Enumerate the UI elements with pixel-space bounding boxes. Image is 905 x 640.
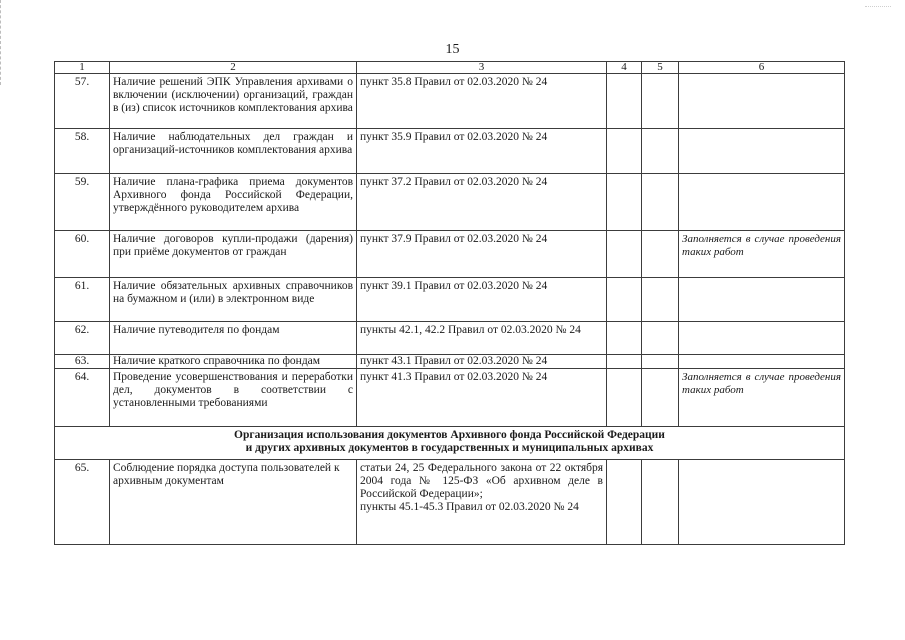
scan-corner-mark bbox=[865, 6, 891, 7]
col5-cell bbox=[642, 355, 679, 369]
column-header: 1 bbox=[55, 62, 110, 74]
row-number: 63. bbox=[55, 355, 110, 369]
note-cell bbox=[679, 174, 845, 231]
col4-cell bbox=[607, 174, 642, 231]
requirement-text: Наличие путеводителя по фондам bbox=[110, 322, 357, 355]
column-header: 6 bbox=[679, 62, 845, 74]
table-row bbox=[55, 460, 845, 545]
note-cell: Заполняется в случае проведения таких работ bbox=[679, 369, 845, 427]
table-row bbox=[55, 355, 845, 369]
col5-cell bbox=[642, 322, 679, 355]
row-number: 57. bbox=[55, 74, 110, 129]
note-cell: Заполняется в случае проведения таких работ bbox=[679, 231, 845, 278]
table-row bbox=[55, 278, 845, 322]
legal-basis: пункт 43.1 Правил от 02.03.2020 № 24 bbox=[357, 355, 607, 369]
section-row bbox=[55, 427, 845, 460]
requirement-text: Соблюдение порядка доступа пользователей к архивным документам bbox=[110, 460, 357, 545]
legal-basis: пункт 37.9 Правил от 02.03.2020 № 24 bbox=[357, 231, 607, 278]
col5-cell bbox=[642, 460, 679, 545]
table-header-row bbox=[55, 62, 845, 74]
note-cell bbox=[679, 322, 845, 355]
col5-cell bbox=[642, 174, 679, 231]
table-row bbox=[55, 74, 845, 129]
col4-cell bbox=[607, 74, 642, 129]
col5-cell bbox=[642, 369, 679, 427]
col5-cell bbox=[642, 278, 679, 322]
row-number: 64. bbox=[55, 369, 110, 427]
col4-cell bbox=[607, 355, 642, 369]
col4-cell bbox=[607, 369, 642, 427]
legal-basis: пункт 35.9 Правил от 02.03.2020 № 24 bbox=[357, 129, 607, 174]
legal-basis: пункт 41.3 Правил от 02.03.2020 № 24 bbox=[357, 369, 607, 427]
col5-cell bbox=[642, 231, 679, 278]
requirement-text: Наличие договоров купли-продажи (дарения) при приёме документов от граждан bbox=[110, 231, 357, 278]
legal-basis: пункт 37.2 Правил от 02.03.2020 № 24 bbox=[357, 174, 607, 231]
column-header: 2 bbox=[110, 62, 357, 74]
checklist-table bbox=[54, 61, 845, 545]
requirement-text: Наличие решений ЭПК Управления архивами о включении (исключении) организаций, граждан в (из) список источников комплектования архива bbox=[110, 74, 357, 129]
note-cell bbox=[679, 460, 845, 545]
note-cell bbox=[679, 355, 845, 369]
section-heading bbox=[55, 427, 845, 460]
col4-cell bbox=[607, 460, 642, 545]
col5-cell bbox=[642, 129, 679, 174]
legal-basis: пункт 35.8 Правил от 02.03.2020 № 24 bbox=[357, 74, 607, 129]
note-cell bbox=[679, 278, 845, 322]
table-row bbox=[55, 369, 845, 427]
page-number: 15 bbox=[445, 42, 460, 57]
section-heading-line2: и других архивных документов в государственных и муниципальных архивах bbox=[245, 442, 654, 454]
section-heading-line1: Организация использования документов Архивного фонда Российской Федерации bbox=[234, 429, 665, 441]
table-row bbox=[55, 231, 845, 278]
note-cell bbox=[679, 129, 845, 174]
requirement-text: Наличие плана-графика приема документов Архивного фонда Российской Федерации, утверждённого руководителем архива bbox=[110, 174, 357, 231]
column-header: 5 bbox=[642, 62, 679, 74]
row-number: 58. bbox=[55, 129, 110, 174]
note-cell bbox=[679, 74, 845, 129]
row-number: 60. bbox=[55, 231, 110, 278]
legal-basis: пункт 39.1 Правил от 02.03.2020 № 24 bbox=[357, 278, 607, 322]
row-number: 65. bbox=[55, 460, 110, 545]
column-header: 4 bbox=[607, 62, 642, 74]
table-row bbox=[55, 322, 845, 355]
col4-cell bbox=[607, 278, 642, 322]
requirement-text: Наличие наблюдательных дел граждан и организаций-источников комплектования архива bbox=[110, 129, 357, 174]
table-row bbox=[55, 174, 845, 231]
table-row bbox=[55, 129, 845, 174]
col4-cell bbox=[607, 129, 642, 174]
col4-cell bbox=[607, 322, 642, 355]
row-number: 59. bbox=[55, 174, 110, 231]
requirement-text: Наличие обязательных архивных справочников на бумажном и (или) в электронном виде bbox=[110, 278, 357, 322]
legal-basis-federal-law: статьи 24, 25 Федерального закона от 22 октября 2004 года № 125-ФЗ «Об архивном деле в Российской Федерации»; bbox=[360, 462, 603, 500]
row-number: 62. bbox=[55, 322, 110, 355]
row-number: 61. bbox=[55, 278, 110, 322]
col4-cell bbox=[607, 231, 642, 278]
col5-cell bbox=[642, 74, 679, 129]
column-header: 3 bbox=[357, 62, 607, 74]
legal-basis: пункты 42.1, 42.2 Правил от 02.03.2020 № 24 bbox=[357, 322, 607, 355]
legal-basis-rules: пункты 45.1-45.3 Правил от 02.03.2020 № 24 bbox=[360, 501, 579, 513]
legal-basis bbox=[357, 460, 607, 545]
requirement-text: Проведение усовершенствования и переработки дел, документов в соответствии с установленными требованиями bbox=[110, 369, 357, 427]
requirement-text: Наличие краткого справочника по фондам bbox=[110, 355, 357, 369]
